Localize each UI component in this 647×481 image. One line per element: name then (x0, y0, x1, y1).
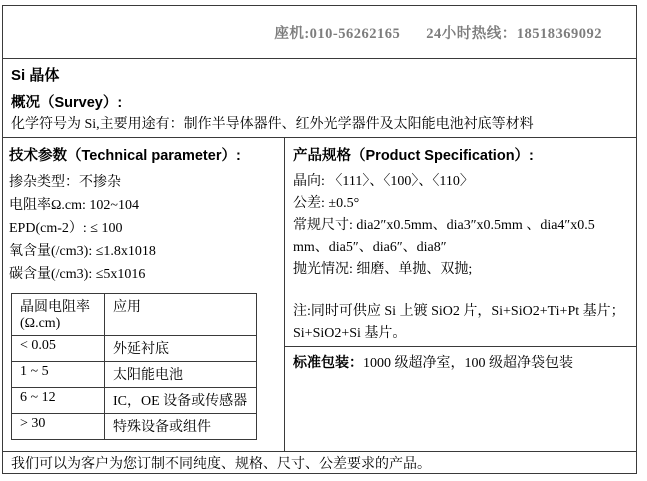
specification-heading: 产品规格（Product Specification）: (293, 148, 534, 164)
doping-type-line: 掺杂类型：不掺杂 (9, 175, 121, 190)
application-value: 外延衬底 (105, 336, 257, 362)
intro-section (3, 59, 636, 138)
customization-text: 我们可以为客户为您订制不同纯度、规格、尺寸、公差要求的产品。 (11, 456, 431, 472)
document-frame (2, 5, 637, 474)
application-value: 太阳能电池 (105, 362, 257, 388)
coating-note: 注:同时可供应 Si 上镀 SiO2 片，Si+SiO2+Ti+Pt 基片；Si+SiO2+Si 基片。 (293, 304, 625, 341)
customization-footer (3, 452, 636, 473)
contact-header (3, 6, 636, 59)
table-row (12, 414, 257, 440)
col-header-resistivity: 晶圆电阻率 (Ω.cm) (12, 294, 105, 336)
technical-heading: 技术参数（Technical parameter）: (9, 148, 241, 164)
table-row (12, 362, 257, 388)
resistivity-value: > 30 (12, 414, 105, 440)
table-header-row (12, 294, 257, 336)
polishing-line: 抛光情况: 细磨、单抛、双抛; (293, 262, 473, 277)
packaging-label: 标准包装： (293, 354, 363, 370)
product-specification-column (285, 138, 636, 451)
resistivity-value: 6 ~ 12 (12, 388, 105, 414)
carbon-content-line: 碳含量(/cm3): ≤5x1016 (9, 267, 146, 282)
oxygen-content-line: 氧含量(/cm3): ≤1.8x1018 (9, 244, 156, 259)
landline-number: 座机:010-56262165 (274, 25, 401, 42)
content-columns (3, 138, 636, 452)
wafer-resistivity-table (11, 293, 257, 440)
resistivity-value: 1 ~ 5 (12, 362, 105, 388)
survey-heading: 概况（Survey）: (11, 95, 123, 111)
application-value: 特殊设备或组件 (105, 414, 257, 440)
application-value: IC，OE 设备或传感器 (105, 388, 257, 414)
standard-sizes-line: 常规尺寸: dia2″x0.5mm、dia3″x0.5mm 、dia4″x0.5 mm、dia5″、dia6″、dia8″ (293, 218, 595, 255)
table-row (12, 336, 257, 362)
tolerance-line: 公差: ±0.5° (293, 196, 360, 211)
crystal-orientation-line: 晶向: 〈111〉、〈100〉、〈110〉 (293, 174, 474, 189)
col-header-application: 应用 (105, 294, 257, 336)
resistivity-line: 电阻率Ω.cm: 102~104 (9, 198, 139, 213)
packaging-text: 1000 级超净室，100 级超净袋包装 (363, 356, 573, 371)
table-row (12, 388, 257, 414)
hotline-number: 24小时热线：18518369092 (426, 25, 602, 42)
product-specification-section (285, 138, 636, 347)
survey-text: 化学符号为 Si,主要用途有：制作半导体器件、红外光学器件及太阳能电池衬底等材料 (11, 117, 534, 132)
resistivity-value: < 0.05 (12, 336, 105, 362)
epd-line: EPD(cm-2）: ≤ 100 (9, 221, 123, 236)
page-title: Si 晶体 (11, 67, 60, 84)
standard-packaging-section (285, 347, 636, 451)
technical-parameter-section (3, 138, 285, 451)
